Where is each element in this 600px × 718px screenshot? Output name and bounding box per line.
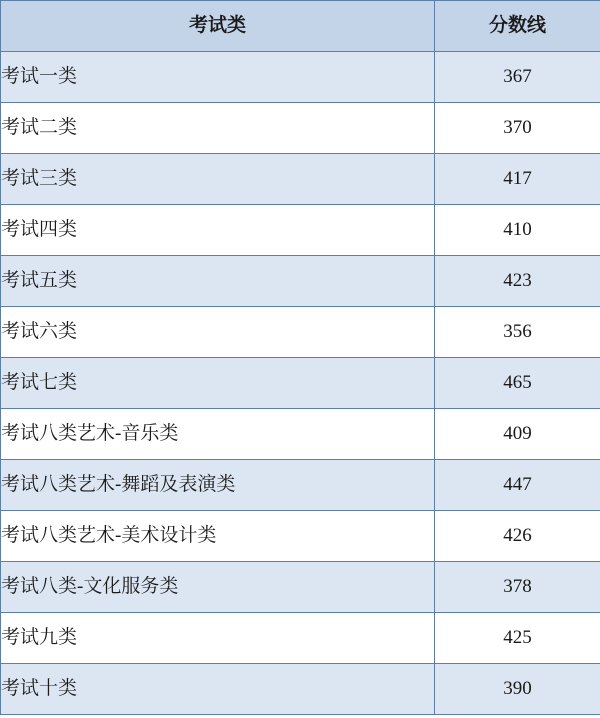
cell-category: 考试二类 bbox=[1, 103, 435, 154]
cell-category: 考试八类艺术-舞蹈及表演类 bbox=[1, 460, 435, 511]
cell-score: 447 bbox=[435, 460, 600, 511]
cell-category: 考试六类 bbox=[1, 307, 435, 358]
table-header-row bbox=[1, 1, 600, 52]
cell-score: 390 bbox=[435, 664, 600, 715]
table-row bbox=[1, 307, 600, 358]
table-row bbox=[1, 358, 600, 409]
cell-score: 417 bbox=[435, 154, 600, 205]
table-row bbox=[1, 562, 600, 613]
cell-score: 367 bbox=[435, 52, 600, 103]
cell-score: 465 bbox=[435, 358, 600, 409]
table-row bbox=[1, 205, 600, 256]
cell-score: 410 bbox=[435, 205, 600, 256]
column-header-score: 分数线 bbox=[435, 1, 600, 52]
cell-category: 考试一类 bbox=[1, 52, 435, 103]
table-row bbox=[1, 511, 600, 562]
table-row bbox=[1, 103, 600, 154]
cell-score: 423 bbox=[435, 256, 600, 307]
table-row bbox=[1, 460, 600, 511]
table-row bbox=[1, 664, 600, 715]
cell-score: 356 bbox=[435, 307, 600, 358]
cell-score: 370 bbox=[435, 103, 600, 154]
table-row bbox=[1, 52, 600, 103]
cell-category: 考试四类 bbox=[1, 205, 435, 256]
cell-score: 409 bbox=[435, 409, 600, 460]
table-header bbox=[1, 1, 600, 52]
cell-category: 考试八类艺术-美术设计类 bbox=[1, 511, 435, 562]
table-row bbox=[1, 409, 600, 460]
cell-category: 考试九类 bbox=[1, 613, 435, 664]
table-row bbox=[1, 613, 600, 664]
cell-category: 考试七类 bbox=[1, 358, 435, 409]
cell-category: 考试三类 bbox=[1, 154, 435, 205]
cell-category: 考试五类 bbox=[1, 256, 435, 307]
cell-category: 考试十类 bbox=[1, 664, 435, 715]
table-row bbox=[1, 154, 600, 205]
cell-score: 425 bbox=[435, 613, 600, 664]
column-header-category: 考试类 bbox=[1, 1, 435, 52]
table-body bbox=[1, 52, 600, 715]
table-row bbox=[1, 256, 600, 307]
cell-score: 426 bbox=[435, 511, 600, 562]
cell-score: 378 bbox=[435, 562, 600, 613]
cell-category: 考试八类-文化服务类 bbox=[1, 562, 435, 613]
cell-category: 考试八类艺术-音乐类 bbox=[1, 409, 435, 460]
